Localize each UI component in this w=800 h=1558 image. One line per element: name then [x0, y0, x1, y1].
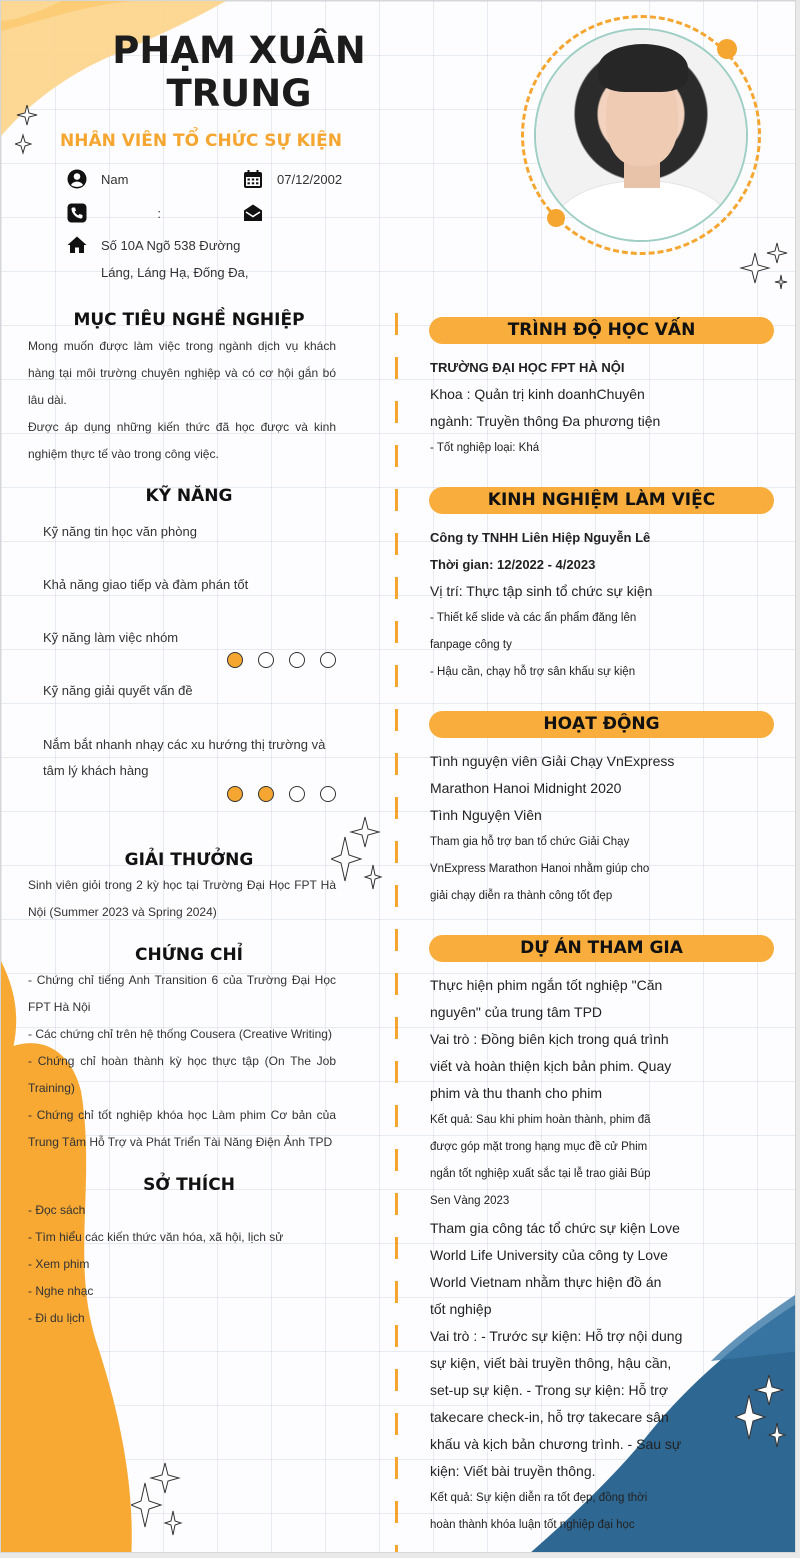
rating-dot-empty — [320, 652, 336, 668]
activities-title: HOẠT ĐỘNG — [429, 711, 774, 738]
work-position: Vị trí: Thực tập sinh tổ chức sự kiện — [430, 583, 653, 599]
project-line: Tham gia công tác tổ chức sự kiện Love — [430, 1220, 680, 1236]
skill-item: Kỹ năng giải quyết vấn đề — [43, 683, 193, 698]
certificate-item: - Chứng chỉ hoàn thành kỳ học thực tập (On The Job Training) — [28, 1054, 336, 1095]
project-line: được góp mặt trong hạng mục đề cử Phim — [430, 1141, 648, 1153]
skill-item: Nắm bắt nhanh nhạy các xu hướng thị trường và tâm lý khách hàng — [43, 737, 326, 778]
project-line: Vai trò : Đồng biên kịch trong quá trình — [430, 1031, 669, 1047]
rating-dot-filled — [227, 786, 243, 802]
awards-text: Sinh viên giỏi trong 2 kỳ học tại Trường Đại Học FPT Hà Nội (Summer 2023 và Spring 2024) — [28, 878, 336, 919]
projects-title: DỰ ÁN THAM GIA — [429, 935, 774, 962]
hobbies-title: SỞ THÍCH — [143, 1175, 235, 1195]
envelope-icon — [243, 203, 263, 223]
activity-line: giải chạy diễn ra thành công tốt đẹp — [430, 890, 613, 902]
project-line: Kết quả: Sự kiện diễn ra tốt đẹp, đồng thời — [430, 1492, 648, 1504]
activity-line: Marathon Hanoi Midnight 2020 — [430, 780, 622, 796]
certificate-item: - Chứng chỉ tốt nghiệp khóa học Làm phim Cơ bản của Trung Tâm Hỗ Trợ và Phát Triển Tài Năng Điện Ảnh TPD — [28, 1108, 336, 1149]
activity-line: Tình Nguyện Viên — [430, 807, 542, 823]
hobby-item: - Tìm hiểu các kiến thức văn hóa, xã hội, lịch sử — [28, 1230, 284, 1244]
skill-rating — [227, 652, 336, 668]
work-duty: fanpage công ty — [430, 639, 512, 651]
phone-icon — [67, 203, 87, 223]
education-line: ngành: Truyền thông Đa phương tiện — [430, 413, 661, 429]
activity-line: Tham gia hỗ trợ ban tổ chức Giải Chạy — [430, 836, 630, 848]
address-line: Số 10A Ngõ 538 Đường — [101, 238, 241, 253]
sparkle-icon — [735, 1373, 787, 1451]
work-duty: - Thiết kế slide và các ấn phẩm đăng lên — [430, 612, 637, 624]
skill-item: Kỹ năng làm việc nhóm — [43, 630, 179, 645]
job-title: NHÂN VIÊN TỔ CHỨC SỰ KIỆN — [60, 131, 342, 151]
skill-item: Kỹ năng tin học văn phòng — [43, 524, 197, 539]
project-line: ngắn tốt nghiệp xuất sắc tại lễ trao giải Búp — [430, 1168, 651, 1180]
email-row — [243, 203, 277, 223]
hobby-item: - Đi du lịch — [28, 1311, 85, 1325]
career-goal-title: MỤC TIÊU NGHỀ NGHIỆP — [73, 310, 305, 330]
project-line: nguyên" của trung tâm TPD — [430, 1004, 603, 1020]
school-name: TRƯỜNG ĐẠI HỌC FPT HÀ NỘI — [430, 360, 625, 375]
rating-dot-filled — [227, 652, 243, 668]
project-line: khấu và kịch bản chương trình. - Sau sự — [430, 1436, 682, 1452]
address-block — [101, 232, 248, 286]
gender-value: Nam — [101, 171, 129, 187]
activity-line: VnExpress Marathon Hanoi nhằm giúp cho — [430, 863, 650, 875]
column-divider — [395, 313, 398, 1553]
project-line: World Life University của công ty Love — [430, 1247, 668, 1263]
sparkle-icon — [131, 1461, 183, 1539]
hobby-item: - Nghe nhạc — [28, 1284, 94, 1298]
hobby-item: - Xem phim — [28, 1257, 90, 1271]
birthday-row — [243, 169, 342, 189]
education-title: TRÌNH ĐỘ HỌC VẤN — [429, 317, 774, 344]
gender-row — [67, 169, 128, 189]
skills-title: KỸ NĂNG — [145, 486, 233, 506]
rating-dot-empty — [289, 652, 305, 668]
project-line: hoàn thành khóa luận tốt nghiệp đại học — [430, 1519, 635, 1531]
project-line: kiện: Viết bài truyền thông. — [430, 1463, 596, 1479]
phone-value: : — [157, 205, 161, 221]
rating-dot-empty — [289, 786, 305, 802]
awards-title: GIẢI THƯỞNG — [124, 850, 254, 870]
project-line: tốt nghiệp — [430, 1301, 492, 1317]
project-line: Vai trò : - Trước sự kiện: Hỗ trợ nội dung — [430, 1328, 683, 1344]
home-icon — [67, 235, 87, 255]
project-line: takecare check-in, hỗ trợ takecare sân — [430, 1409, 669, 1425]
project-line: set-up sự kiện. - Trong sự kiện: Hỗ trợ — [430, 1382, 669, 1398]
calendar-icon — [243, 169, 263, 189]
project-line: viết và hoàn thiện kịch bản phim. Quay — [430, 1058, 672, 1074]
photo-dot — [547, 209, 565, 227]
certificate-item: - Chứng chỉ tiếng Anh Transition 6 của Trường Đại Học FPT Hà Nội — [28, 973, 336, 1014]
birthday-value: 07/12/2002 — [277, 171, 343, 187]
project-line: World Vietnam nhằm thực hiện đồ án — [430, 1274, 662, 1290]
photo-dot — [717, 39, 737, 59]
certificate-item: - Các chứng chỉ trên hệ thống Cousera (Creative Writing) — [28, 1027, 332, 1041]
certificates-title: CHỨNG CHỈ — [134, 945, 244, 965]
work-duty: - Hậu cần, chạy hỗ trợ sân khấu sự kiện — [430, 666, 636, 678]
skill-rating — [227, 786, 336, 802]
project-line: Sen Vàng 2023 — [430, 1195, 510, 1207]
career-goal-text: Mong muốn được làm việc trong ngành dịch vụ khách hàng tại môi trường chuyên nghiệp và có cơ hội gắn bó lâu dài. — [28, 339, 336, 407]
career-goal-text: Được áp dụng những kiến thức đã học được và kinh nghiệm thực tế vào trong công việc. — [28, 420, 336, 461]
project-line: phim và thu thanh cho phim — [430, 1085, 602, 1101]
rating-dot-filled — [258, 786, 274, 802]
education-line: Khoa : Quản trị kinh doanhChuyên — [430, 386, 645, 402]
address-line: Láng, Láng Hạ, Đống Đa, — [101, 265, 249, 280]
skill-item: Khả năng giao tiếp và đàm phán tốt — [43, 577, 249, 592]
activity-line: Tình nguyện viên Giải Chạy VnExpress — [430, 753, 675, 769]
sparkle-icon — [15, 105, 39, 155]
candidate-name: PHẠM XUÂN TRUNG — [112, 29, 366, 115]
experience-title: KINH NGHIỆM LÀM VIỆC — [429, 487, 774, 514]
hobby-item: - Đọc sách — [28, 1203, 86, 1217]
address-row — [67, 235, 248, 286]
user-icon — [67, 169, 87, 189]
project-line: Kết quả: Sau khi phim hoàn thành, phim đã — [430, 1114, 651, 1126]
profile-photo-frame — [521, 15, 761, 255]
profile-photo — [536, 30, 746, 240]
project-line: sự kiện, viết bài truyền thông, hậu cần, — [430, 1355, 672, 1371]
rating-dot-empty — [320, 786, 336, 802]
education-grade: - Tốt nghiệp loại: Khá — [430, 442, 540, 454]
phone-row — [67, 203, 161, 223]
rating-dot-empty — [258, 652, 274, 668]
company-name: Công ty TNHH Liên Hiệp Nguyễn Lê — [430, 530, 651, 545]
work-period: Thời gian: 12/2022 - 4/2023 — [430, 557, 596, 572]
project-line: Thực hiện phim ngắn tốt nghiệp "Căn — [430, 977, 663, 993]
